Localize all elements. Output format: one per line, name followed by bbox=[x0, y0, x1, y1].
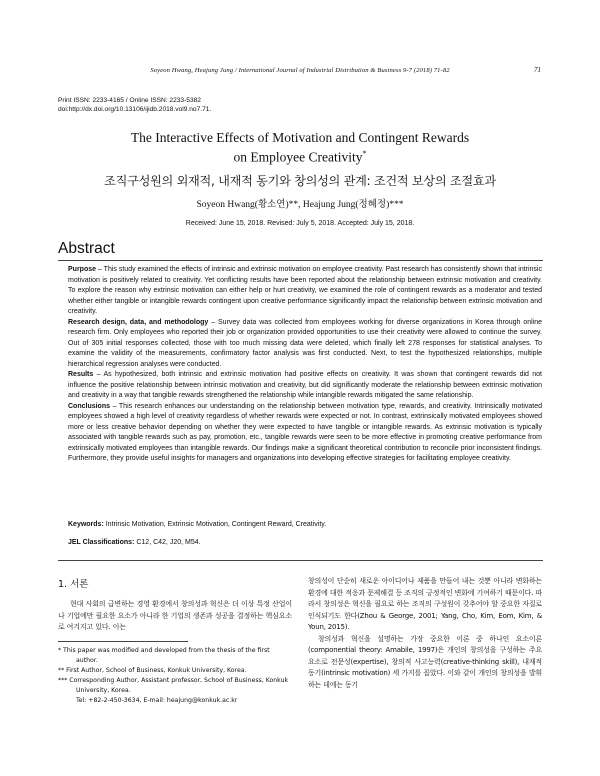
footnote-rule bbox=[58, 641, 188, 642]
purpose-text: – This study examined the effects of intrinsic and extrinsic motivation on employee creativity. Past research has consistently shown that intrinsic motivation is positively related to creativity. Yet conflicting results have been reported about the relationship between extrinsic motivation and creativity. To explore the reason why extrinsic motivation can either help or hurt creativity, we examined the role of contingent rewards as a moderator and tested whether either tangible or intangible rewards contingent upon creative performance significantly impact the relationship between extrinsic motivation and creativity. bbox=[68, 266, 542, 315]
abstract-results bbox=[68, 370, 542, 402]
right-column bbox=[308, 576, 542, 691]
footnote-contact: Tel: +82-2-450-3634, E-mail: heajung@konkuk.ac.kr bbox=[76, 697, 238, 704]
received-dates: Received: June 15, 2018. Revised: July 5, 2018. Accepted: July 15, 2018. bbox=[185, 220, 415, 227]
conclusions-label: Conclusions bbox=[68, 402, 111, 410]
jel-label: JEL Classifications: bbox=[68, 539, 135, 546]
issn-block bbox=[58, 97, 211, 114]
footnotes bbox=[58, 646, 292, 706]
abstract-top-rule bbox=[58, 260, 543, 261]
title-line-1: The Interactive Effects of Motivation and Contingent Rewards bbox=[130, 130, 470, 145]
conclusions-text: – This research enhances our understanding on the relationship between motivation type, rewards, and creativity. Intrinsically motivated employees showed a high level of creativity regardless of whether rewards were expected or not. In contrast, extrinsically motivated employees showed more or less creative behavior depending on whether they were expected to have tangible or intangible rewards. As extrinsic motivation is typically associated with tangible rewards such as pay, promotion, etc., tangible rewards were seen to be more effective in promoting creative performance from extrinsically motivated employees than intangible rewards. Our findings make a significant theoretical contribution to reconcile prior inconsistent findings. Furthermore, they provide useful insights for managers and organizations into developing effective strategies for facilitating employee creativity. bbox=[68, 402, 542, 462]
page-number: 71 bbox=[534, 66, 541, 74]
left-column-text: 현대 사회의 급변하는 경영 환경에서 창의성과 혁신은 더 이상 특정 산업이나 기업에만 필요한 요소가 아니라 한 기업의 생존과 성공을 결정하는 핵심요소로 여겨지고 있다. 이는 bbox=[58, 600, 292, 631]
section-heading-introduction: 1. 서론 bbox=[58, 579, 89, 590]
title-footnote-mark: * bbox=[362, 149, 367, 158]
jel-text: C12, C42, J20, M54. bbox=[134, 539, 201, 546]
results-label: Results bbox=[68, 371, 94, 378]
design-text: – Survey data was collected from employees working for diverse organizations in Korea through online research firm. Only employees who reported their job or organization provided opportunities to use their creativity were allowed to continue the survey. Out of 305 initial responses collected, those with too much missing data were deleted, which finally left 278 responses for statistical analyses. To examine the validity of the measurements, confirmatory factor analysis was first conducted. Next, to test the hypothesized relationships, multiple hierarchical regression analyses were conducted. bbox=[68, 318, 542, 368]
authors: Soyeon Hwang(황소연)**, Heajung Jung(정혜정)*** bbox=[196, 200, 404, 210]
right-paragraph-2: 창의성과 혁신을 설명하는 가장 중요한 이론 중 하나인 요소이론(componential theory: Amabile, 1997)은 개인의 창의성을 구성하는 주요 요소로 전문성(expertise), 창의적 사고능력(creative-thinking skill), 내재적 동기(intrinsic motivation) 세 가지를 꼽았다. 이와 같이 개인의 창의성을 발휘하는 데에는 동기 bbox=[308, 634, 542, 689]
keywords-label: Keywords: bbox=[68, 521, 104, 528]
keywords-text: Intrinsic Motivation, Extrinsic Motivation, Contingent Reward, Creativity. bbox=[103, 521, 327, 528]
issn-line: Print ISSN: 2233-4165 / Online ISSN: 2233-5382 bbox=[58, 97, 201, 104]
doi-line: doi:http://dx.doi.org/10.13106/ijidb.2018.vol9.no7.71. bbox=[58, 105, 212, 113]
abstract-bottom-rule bbox=[58, 560, 543, 561]
jel-classifications bbox=[68, 539, 542, 546]
running-header: Soyeon Hwang, Heajung Jung / International Journal of Industrial Distribution & Business 9-7 (2018) 71-82 bbox=[150, 67, 450, 74]
purpose-label: Purpose bbox=[68, 266, 97, 273]
footnote: *** Corresponding Author, Assistant professor, School of Business, Konkuk University, Korea. bbox=[58, 677, 289, 694]
footnote: ** First Author, School of Business, Konkuk University, Korea. bbox=[58, 667, 247, 674]
results-text: – As hypothesized, both intrinsic and extrinsic motivation had positive effects on creativity. It was shown that contingent rewards did not influence the positive relationship between intrinsic motivation and creativity, but did significantly moderate the relationship between extrinsic motivation and creativity in a way that tangible rewards strengthened the relationship while intangible rewards mitigated the same relationship. bbox=[68, 371, 542, 399]
abstract-design bbox=[68, 318, 542, 371]
title-line-2 bbox=[60, 146, 540, 166]
design-label: Research design, data, and methodology bbox=[68, 318, 209, 326]
abstract-body bbox=[68, 265, 542, 465]
korean-title: 조직구성원의 외재적, 내재적 동기와 창의성의 관계: 조건적 보상의 조절효과 bbox=[104, 174, 496, 188]
title-line-2-text: on Employee Creativity bbox=[233, 149, 363, 165]
abstract-conclusions bbox=[68, 402, 542, 465]
paper-title bbox=[60, 130, 540, 166]
keywords bbox=[68, 521, 542, 528]
abstract-heading: Abstract bbox=[58, 240, 115, 257]
abstract-purpose bbox=[68, 265, 542, 318]
right-paragraph-1: 창의성이 단순히 새로운 아이디어나 제품을 만들어 내는 것뿐 아니라 변화하는 환경에 대한 적응과 문제해결 등 조직의 긍정적인 변화에 기여하기 때문이다. 따라서 창의성은 혁신을 필요로 하는 조직의 구성원이 갖추어야 할 중요한 자질로 인식되기도 한다(Zhou & George, 2001; Yang, Cho, Kim, Eom, Kim, & Youn, 2015). bbox=[308, 577, 542, 631]
footnote: * This paper was modified and developed from the thesis of the first author. bbox=[58, 647, 270, 664]
